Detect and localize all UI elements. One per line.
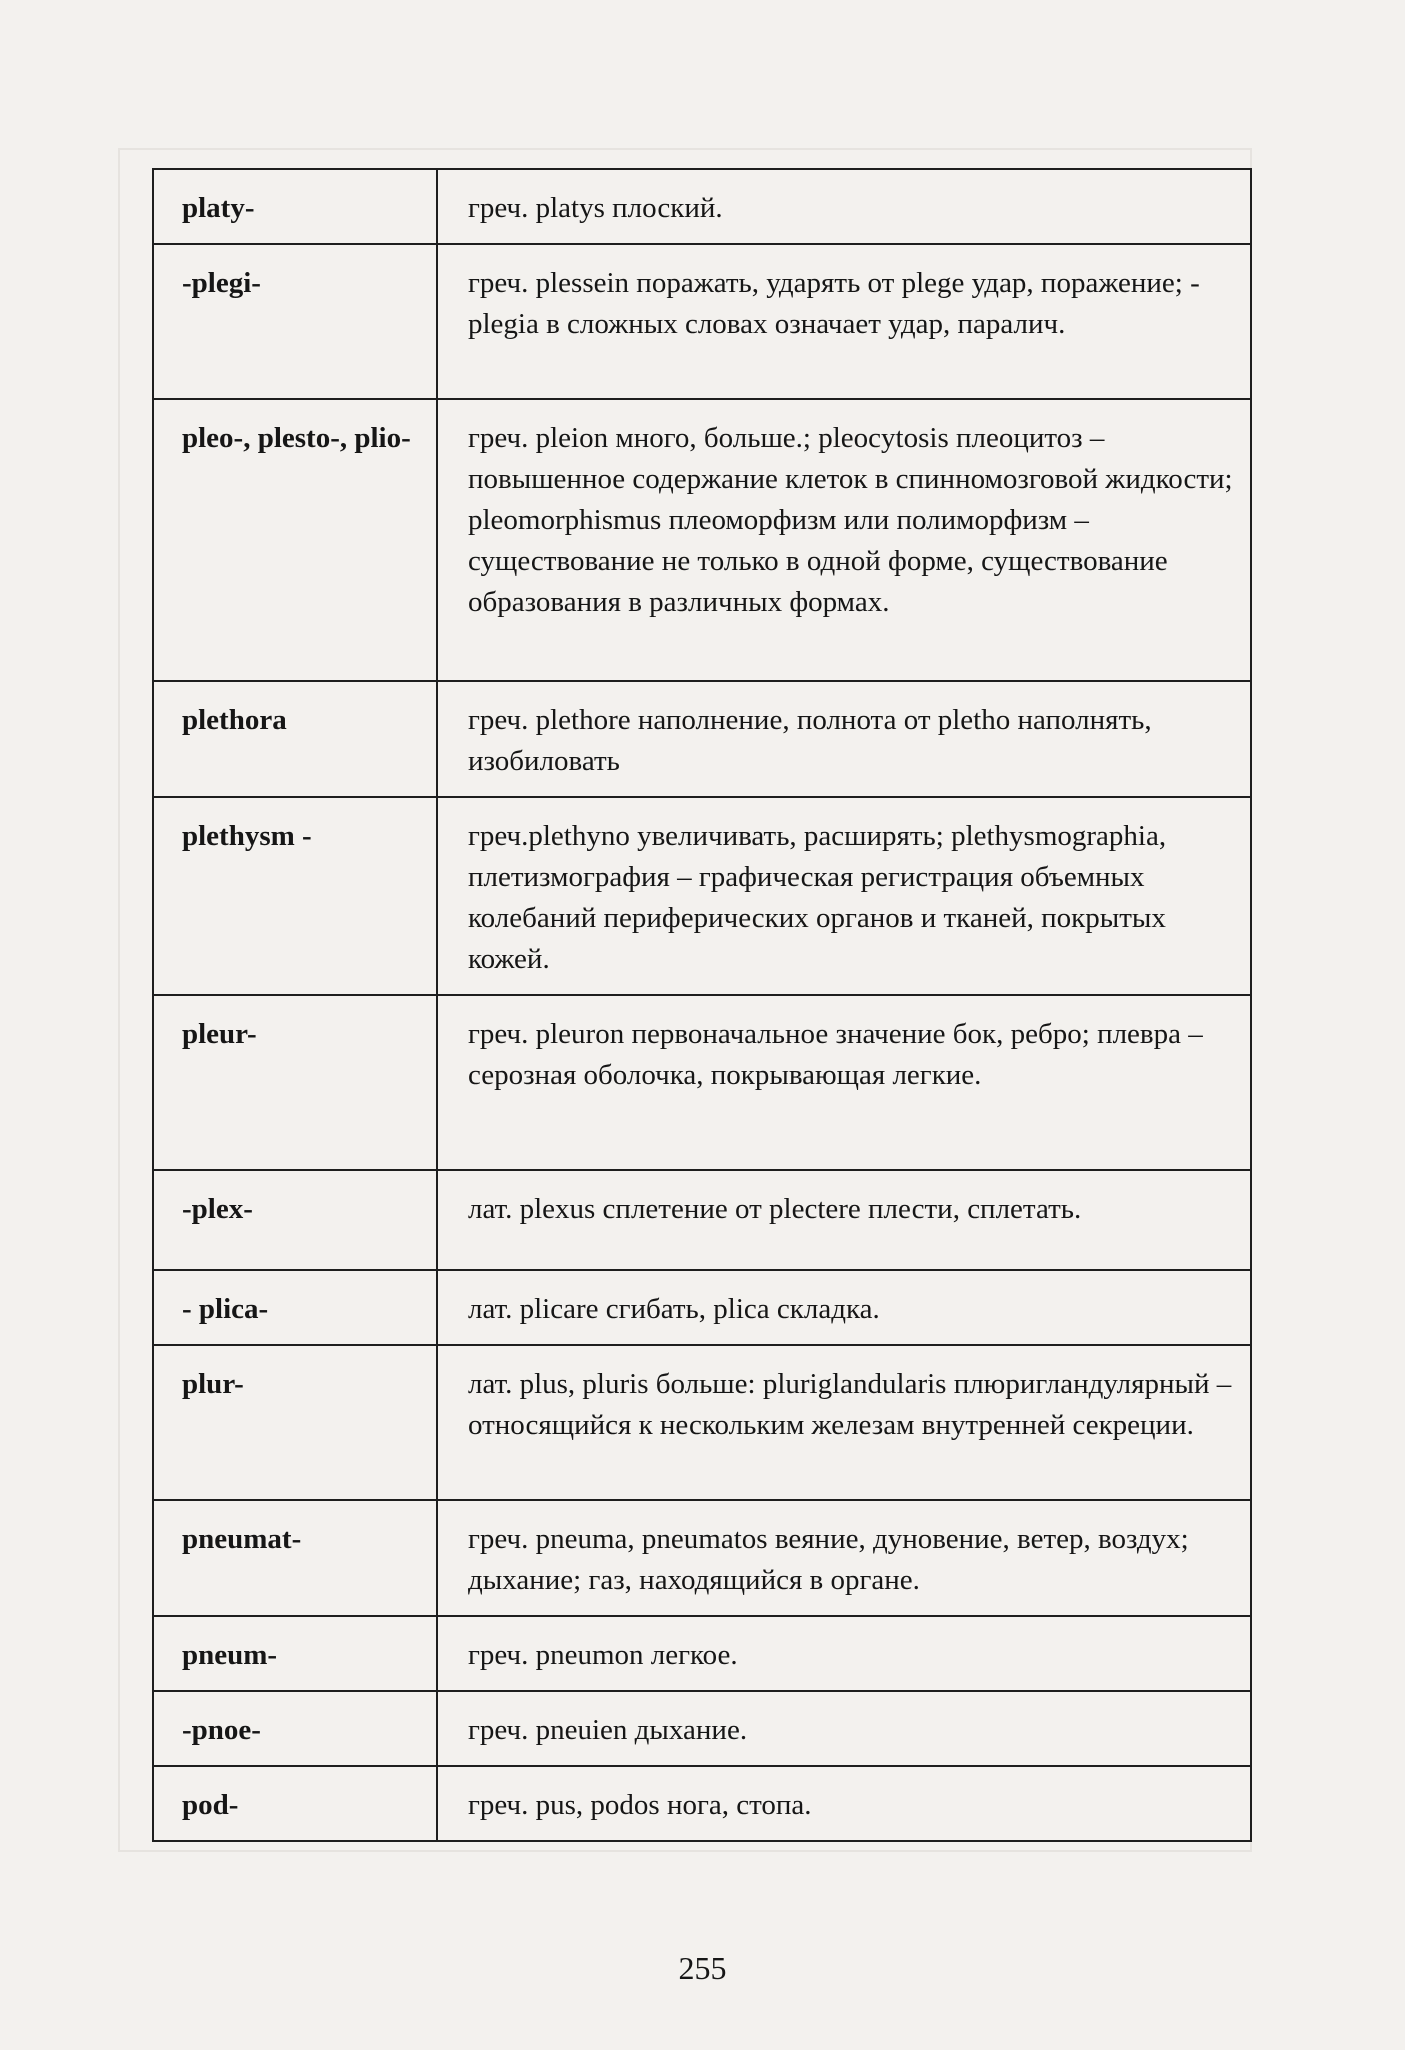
entry-definition: лат. plexus сплетение от plectere плести, сплетать. <box>437 1170 1251 1270</box>
entry-definition: греч. pneuma, pneumatos веяние, дуновение, ветер, воздух; дыхание; газ, находящийся в органе. <box>437 1500 1251 1616</box>
table-row <box>153 1345 1251 1500</box>
entry-term: pneumat- <box>153 1500 437 1616</box>
entry-term: pneum- <box>153 1616 437 1691</box>
table-row <box>153 995 1251 1170</box>
table-row <box>153 681 1251 797</box>
table-row <box>153 1500 1251 1616</box>
entry-term: -plex- <box>153 1170 437 1270</box>
entry-definition: лат. plicare сгибать, plica складка. <box>437 1270 1251 1345</box>
entry-definition: лат. plus, pluris больше: pluriglandularis плюригландулярный – относящийся к нескольким железам внутренней секреции. <box>437 1345 1251 1500</box>
entry-definition: греч.plethyno увеличивать, расширять; plethysmographia, плетизмография – графическая регистрация объемных колебаний периферических органов и тканей, покрытых кожей. <box>437 797 1251 995</box>
table-row <box>153 244 1251 399</box>
table-row <box>153 1170 1251 1270</box>
entry-term: pleur- <box>153 995 437 1170</box>
table-row <box>153 399 1251 681</box>
entry-definition: греч. platys плоский. <box>437 169 1251 244</box>
entry-definition: греч. pneuien дыхание. <box>437 1691 1251 1766</box>
table-row <box>153 1766 1251 1841</box>
table-row <box>153 1691 1251 1766</box>
dictionary-table <box>152 168 1252 1842</box>
entry-definition: греч. pus, podos нога, стопа. <box>437 1766 1251 1841</box>
entry-term: plethora <box>153 681 437 797</box>
table-row <box>153 169 1251 244</box>
entry-definition: греч. pleuron первоначальное значение бок, ребро; плевра – серозная оболочка, покрывающая легкие. <box>437 995 1251 1170</box>
entry-term: platy- <box>153 169 437 244</box>
entry-term: -pnoe- <box>153 1691 437 1766</box>
entry-definition: греч. pneumon легкое. <box>437 1616 1251 1691</box>
entry-term: pleo-, plesto-, plio- <box>153 399 437 681</box>
table-row <box>153 1270 1251 1345</box>
page-number: 255 <box>678 1950 727 1986</box>
entry-term: plethysm - <box>153 797 437 995</box>
entry-term: - plica- <box>153 1270 437 1345</box>
entry-term: plur- <box>153 1345 437 1500</box>
entry-definition: греч. plethore наполнение, полнота от pletho наполнять, изобиловать <box>437 681 1251 797</box>
entry-term: -plegi- <box>153 244 437 399</box>
entry-definition: греч. pleion много, больше.; pleocytosis плеоцитоз – повышенное содержание клеток в спинномозговой жидкости; pleomorphismus плеоморфизм или полиморфизм – существование не только в одной форме, существование образования в различных формах. <box>437 399 1251 681</box>
table-row <box>153 1616 1251 1691</box>
table-row <box>153 797 1251 995</box>
entry-term: pod- <box>153 1766 437 1841</box>
entry-definition: греч. plessein поражать, ударять от plege удар, поражение; -plegia в сложных словах означает удар, паралич. <box>437 244 1251 399</box>
